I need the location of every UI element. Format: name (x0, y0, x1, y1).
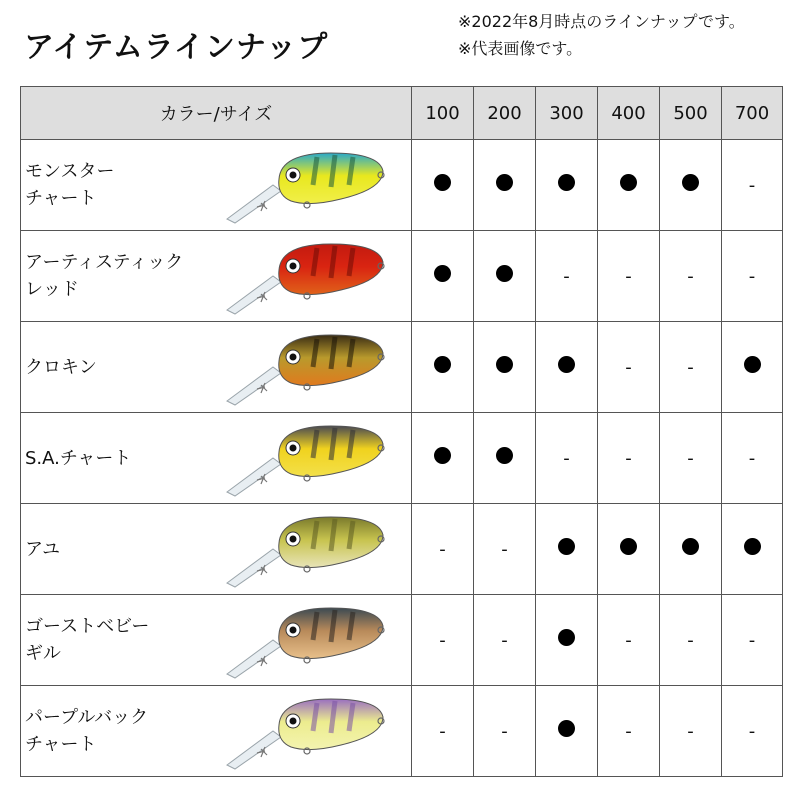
color-size-header: カラー/サイズ (21, 87, 412, 140)
unavailable-dash: - (748, 174, 756, 196)
unavailable-dash: - (625, 720, 632, 742)
availability-cell (598, 504, 660, 595)
unavailable-dash: - (687, 629, 694, 651)
availability-cell (474, 504, 536, 595)
color-name-line: ゴーストベビー (25, 616, 150, 637)
available-dot (434, 447, 451, 464)
color-name-line: パープルバック (25, 707, 149, 728)
availability-cell (536, 140, 598, 231)
color-name (21, 595, 201, 686)
lure-image-cell (201, 140, 412, 231)
availability-cell (536, 686, 598, 777)
availability-cell (412, 686, 474, 777)
availability-cell (412, 413, 474, 504)
unavailable-dash: - (563, 447, 570, 469)
size-header: 100 (412, 87, 474, 140)
lure-image (221, 327, 391, 407)
lineup-table (20, 86, 783, 777)
available-dot (620, 538, 637, 555)
availability-cell (536, 322, 598, 413)
available-dot (744, 538, 761, 555)
unavailable-dash: - (439, 538, 446, 560)
unavailable-dash: - (501, 720, 508, 742)
color-name (21, 140, 201, 231)
availability-cell (660, 504, 722, 595)
availability-cell (474, 595, 536, 686)
availability-cell (536, 413, 598, 504)
availability-cell (412, 504, 474, 595)
table-row (21, 504, 783, 595)
unavailable-dash: - (501, 538, 508, 560)
table-row (21, 140, 783, 231)
table-row (21, 686, 783, 777)
table-row (21, 322, 783, 413)
available-dot (682, 174, 699, 191)
available-dot (496, 447, 513, 464)
available-dot (434, 174, 451, 191)
table-row (21, 231, 783, 322)
available-dot (682, 538, 699, 555)
unavailable-dash: - (439, 720, 446, 742)
color-name (21, 504, 201, 595)
availability-cell (660, 322, 722, 413)
availability-cell (536, 504, 598, 595)
availability-cell (474, 322, 536, 413)
page-title: アイテムラインナップ (24, 30, 329, 65)
table-row (21, 595, 783, 686)
unavailable-dash: - (625, 265, 632, 287)
availability-cell (722, 595, 783, 686)
color-name-line: クロキン (25, 356, 97, 378)
unavailable-dash: - (563, 265, 570, 287)
available-dot (434, 265, 451, 282)
size-header: 300 (536, 87, 598, 140)
lure-image-cell (201, 504, 412, 595)
unavailable-dash: - (687, 447, 694, 469)
unavailable-dash: - (625, 356, 632, 378)
available-dot (434, 356, 451, 373)
color-name-line: チャート (25, 734, 97, 755)
availability-cell (536, 595, 598, 686)
availability-cell (722, 504, 783, 595)
available-dot (558, 174, 575, 191)
unavailable-dash: - (748, 447, 756, 469)
availability-cell (598, 231, 660, 322)
color-name (21, 686, 201, 777)
availability-cell (722, 413, 783, 504)
unavailable-dash: - (748, 720, 756, 742)
note-image: ※代表画像です。 (458, 39, 583, 58)
lure-image (221, 145, 391, 225)
available-dot (620, 174, 637, 191)
available-dot (558, 629, 575, 646)
lure-image (221, 236, 391, 316)
table-row (21, 413, 783, 504)
availability-cell (660, 231, 722, 322)
available-dot (558, 720, 575, 737)
notes (458, 8, 745, 62)
availability-cell (598, 595, 660, 686)
availability-cell (412, 322, 474, 413)
size-header: 500 (660, 87, 722, 140)
color-name (21, 322, 201, 413)
availability-cell (474, 231, 536, 322)
unavailable-dash: - (439, 629, 446, 651)
lure-image (221, 691, 391, 771)
availability-cell (660, 413, 722, 504)
availability-cell (474, 140, 536, 231)
availability-cell (598, 140, 660, 231)
lure-image (221, 600, 391, 680)
color-name (21, 231, 201, 322)
availability-cell (474, 686, 536, 777)
availability-cell (474, 413, 536, 504)
availability-cell (412, 140, 474, 231)
availability-cell (598, 686, 660, 777)
color-name (21, 413, 201, 504)
note-date: ※2022年8月時点のラインナップです。 (458, 12, 745, 31)
color-name-line: S.A.チャート (25, 447, 132, 469)
lure-image-cell (201, 231, 412, 322)
unavailable-dash: - (687, 356, 694, 378)
color-name-line: アユ (25, 538, 61, 560)
unavailable-dash: - (748, 629, 756, 651)
lure-image-cell (201, 413, 412, 504)
lure-image (221, 418, 391, 498)
availability-cell (722, 686, 783, 777)
availability-cell (598, 322, 660, 413)
unavailable-dash: - (625, 629, 632, 651)
unavailable-dash: - (687, 265, 694, 287)
available-dot (558, 356, 575, 373)
availability-cell (536, 231, 598, 322)
availability-cell (412, 595, 474, 686)
lure-image (221, 509, 391, 589)
color-name-line: チャート (25, 188, 97, 209)
available-dot (496, 265, 513, 282)
unavailable-dash: - (687, 720, 694, 742)
available-dot (744, 356, 761, 373)
lure-image-cell (201, 686, 412, 777)
color-name-line: レッド (25, 279, 79, 300)
availability-cell (412, 231, 474, 322)
availability-cell (722, 322, 783, 413)
size-header: 200 (474, 87, 536, 140)
size-header: 400 (598, 87, 660, 140)
availability-cell (660, 595, 722, 686)
available-dot (496, 356, 513, 373)
availability-cell (660, 686, 722, 777)
unavailable-dash: - (748, 265, 756, 287)
availability-cell (722, 231, 783, 322)
lure-image-cell (201, 595, 412, 686)
size-header: 700 (722, 87, 783, 140)
color-name-line: ギル (25, 643, 61, 664)
lure-image-cell (201, 322, 412, 413)
table-header-row (21, 87, 783, 140)
unavailable-dash: - (501, 629, 508, 651)
color-name-line: モンスター (25, 161, 115, 182)
availability-cell (660, 140, 722, 231)
availability-cell (598, 413, 660, 504)
color-name-line: アーティスティック (25, 252, 184, 273)
availability-cell (722, 140, 783, 231)
unavailable-dash: - (625, 447, 632, 469)
available-dot (496, 174, 513, 191)
available-dot (558, 538, 575, 555)
